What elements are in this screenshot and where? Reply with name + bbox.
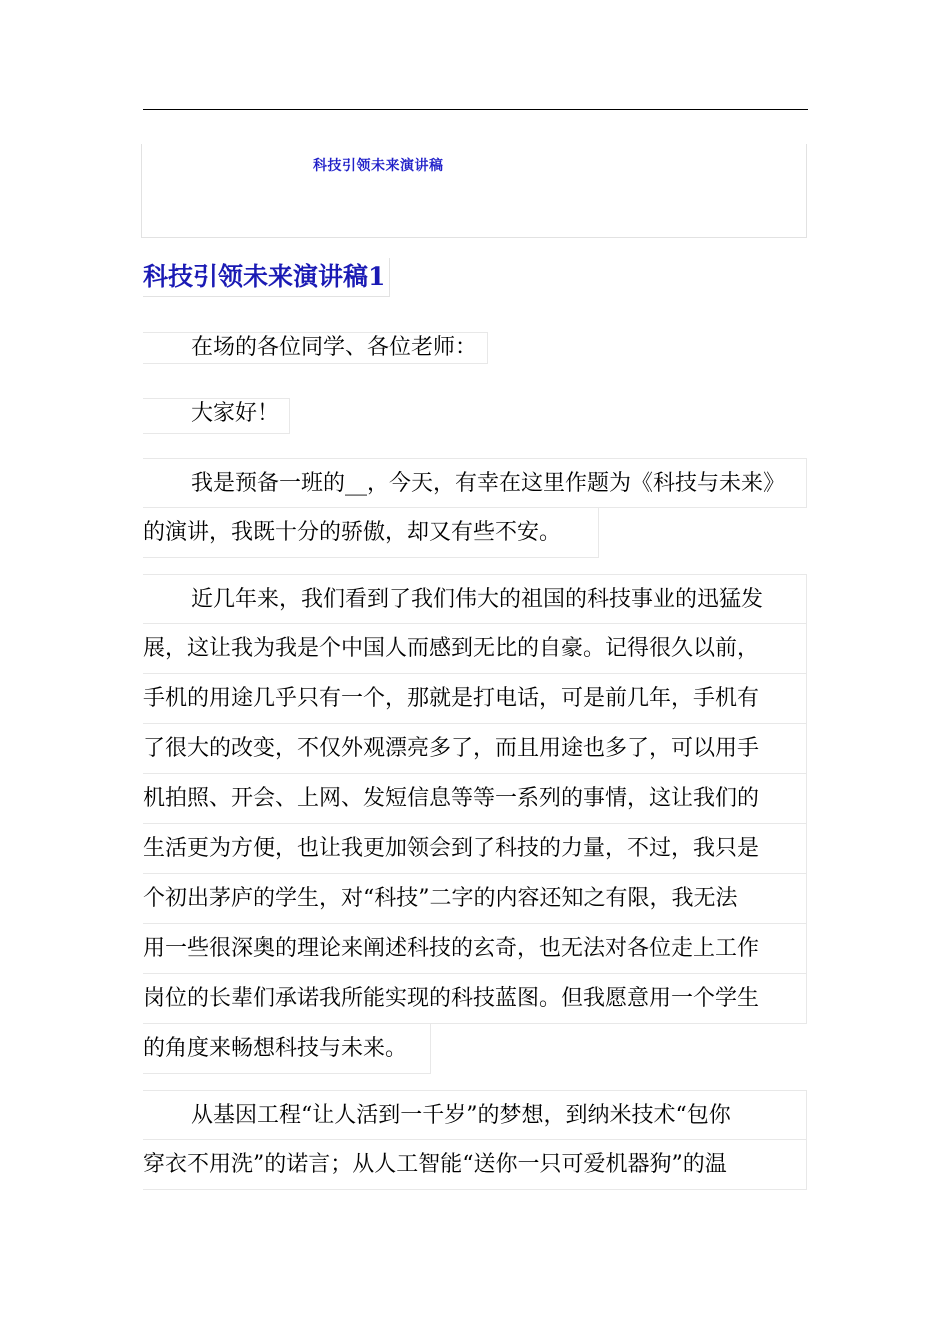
- paragraph-line: 在场的各位同学、各位老师：: [143, 332, 488, 364]
- paragraph-hello: [143, 398, 290, 453]
- paragraph-body: [143, 574, 807, 1093]
- paragraph-line: 机拍照、开会、上网、发短信息等等一系列的事情，这让我们的: [143, 774, 807, 824]
- paragraph-line: 展，这让我为我是个中国人而感到无比的自豪。记得很久以前，: [143, 624, 807, 674]
- paragraph-line: 从基因工程“让人活到一千岁”的梦想，到纳米技术“包你: [143, 1090, 807, 1140]
- paragraph-line: 生活更为方便，也让我更加领会到了科技的力量，不过，我只是: [143, 824, 807, 874]
- header-rule: [143, 109, 808, 110]
- document-heading: 科技引领未来演讲稿1: [143, 258, 390, 297]
- paragraph-line: 用一些很深奥的理论来阐述科技的玄奇，也无法对各位走上工作: [143, 924, 807, 974]
- header-box: [141, 144, 807, 238]
- running-header-title: 科技引领未来演讲稿: [313, 158, 444, 174]
- paragraph-continuation: [143, 1090, 807, 1190]
- paragraph-intro: [143, 458, 807, 577]
- paragraph-line: 我是预备一班的__，今天，有幸在这里作题为《科技与未来》: [143, 458, 807, 508]
- paragraph-line: 大家好！: [143, 398, 290, 434]
- paragraph-line: 近几年来，我们看到了我们伟大的祖国的科技事业的迅猛发: [143, 574, 807, 624]
- paragraph-line: 岗位的长辈们承诺我所能实现的科技蓝图。但我愿意用一个学生: [143, 974, 807, 1024]
- paragraph-greeting: [143, 332, 488, 383]
- paragraph-line: 的角度来畅想科技与未来。: [143, 1024, 431, 1074]
- paragraph-line: 手机的用途几乎只有一个，那就是打电话，可是前几年，手机有: [143, 674, 807, 724]
- paragraph-line: 个初出茅庐的学生，对“科技”二字的内容还知之有限，我无法: [143, 874, 807, 924]
- paragraph-line: 穿衣不用洗”的诺言；从人工智能“送你一只可爱机器狗”的温: [143, 1140, 807, 1190]
- paragraph-line: 了很大的改变，不仅外观漂亮多了，而且用途也多了，可以用手: [143, 724, 807, 774]
- paragraph-line: 的演讲，我既十分的骄傲，却又有些不安。: [143, 508, 599, 558]
